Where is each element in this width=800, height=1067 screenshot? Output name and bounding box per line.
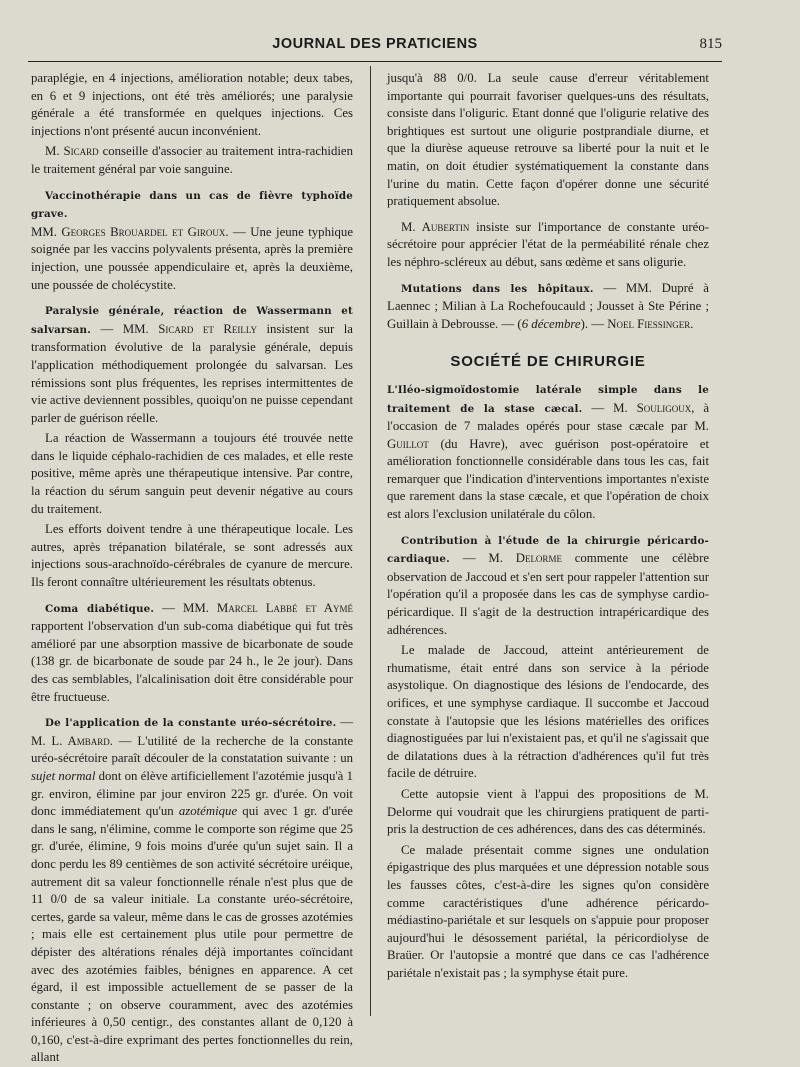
left-column [31,70,354,1065]
article-authors: — MM. Marcel Labbé et Aymé [154,600,353,615]
article-authors: — MM. Sicard et Reilly [91,321,257,336]
article-text: à l'occasion de 7 malades opérés pour stase cæcale par M. [387,400,710,434]
paragraph: La réaction de Wassermann a toujours été trouvée nette dans le liquide céphalo-rachidien de ces malades, et elle reste positive, même après une thérapeutique intensive. Par contre, la réaction du sérum sanguin peut devenir négative au cours du traitement. [31,431,353,516]
article-text: qui avec 1 gr. d'urée dans le sang, n'élimine, comme le comporte son régime que 25 gr. d'urée, élimine, 9 fois moins d'urée qu'un sujet sain. Il a donc perdu les 89 centièmes de son activité sécrétoire uréique, autrement dit sa valeur fonctionnelle rénale n'est plus que de 11 0/0 de sa valeur initiale. La constante uréo-sécrétoire, certes, garde sa valeur, même dans le cas de grosses azotémies ; mais elle est certainement plus utile pour permettre de dépister des altérations rénales déjà importantes coïncidant avec des azotémies faibles, bénignes en apparence. A cet égard, il est impossible actuellement de se passer de la constante ; on observe couramment, avec des azotémies inférieures à 0,50 centigr., des constantes allant de 0,120 à 0,160, c'est-à-dire exprimant des pertes fonctionnelles du rein, allant [31,804,353,1065]
article-text: — Une jeune typhique soignée par les vaccins polyvalents présenta, après la première injection, une poussée appendiculaire et, après la deuxième, une poussée de cholécystite. [31,224,353,292]
paragraph-text: conseille d'associer au traitement intra-rachidien le traitement général par voie sanguine. [31,144,353,176]
right-column [387,70,709,1020]
article-constante [31,714,353,1067]
article-text: rapportent l'observation d'un sub-coma diabétique qui fut très amélioré par une absorption massive de bicarbonate de soude (138 gr. de bicarbonate de soude par 24 h., le 2e jour). Dans des cas semblables, l'alcalinisation doit être considérable pour être fructueuse. [31,619,353,704]
author-name: M. Sicard [45,144,99,159]
article-heading: Mutations dans les hôpitaux. [401,282,594,295]
article-heading: Paralysie générale, réaction de Wassermann et salvarsan. [31,305,353,336]
header-rule [28,61,722,62]
article-text: commente une célèbre observation de Jaccoud et s'en sert pour rappeler l'attention sur l'opération qu'il a proposée dans les cas de symphyse cardio-péricardique. Il s'agit de la destruction intrapéricardique des adhérences. [387,551,710,637]
paragraph [31,143,353,178]
article-coma [31,600,353,707]
author-name: Guillot [387,436,429,451]
column-divider [370,66,371,1016]
journal-title: JOURNAL DES PRATICIENS [272,36,478,52]
paragraph-text: insiste sur l'importance de constante uréo-sécrétoire pour apprécier l'état de la perméabilité rénale chez les néphro-scléreux au début, sans œdème et sans oligurie. [387,219,709,269]
italic-term: azotémique [178,804,238,819]
article-heading: Coma diabétique. [45,602,155,615]
article-date: 6 décembre [521,316,581,331]
article-vaccinotherapie [31,187,353,295]
section-title: SOCIÉTÉ DE CHIRURGIE [450,353,646,371]
article-signature: Noel Fiessinger. [607,316,694,331]
article-ileo-sigmoidostomie [387,381,709,524]
article-heading: De l'application de la constante uréo-sécrétoire. [45,717,337,730]
running-header [28,36,722,56]
article-heading: Contribution à l'étude de la chirurgie péricardo-cardiaque. [387,534,709,566]
article-authors: MM. Georges Brouardel et Giroux. [31,224,229,239]
paragraph [387,219,709,272]
paragraph: Ce malade présentait comme signes une ondulation épigastrique des plus marquées et une dépression notable sous les fausses côtes, c'est-à-dire les signes qu'on considère comme caractéristiques d'une adhérence péricardo-médiastino-pariétale et sur lesquels on s'appuie pour proposer aujourd'hui le désossement pariétal, la péricordiolyse de Braüer. Or l'autopsie a montré que dans ce cas l'adhérence pariétale n'existait pas ; la symphyse était pure. [387,842,709,980]
article-text: (du Havre), avec guérison post-opératoire et amélioration fonctionnelle considérable dans tous les cas, fait remarquer que l'indication d'interventions importantes n'existe que rarement dans la stase cæcale, et que l'opération de choix est alors l'exclusion unilatérale du côlon. [387,436,709,522]
article-pericardo [387,532,709,640]
article-text: dont on élève artificiellement l'azotémie jusqu'à 1 gr. environ, élimine par jour environ 225 gr. d'urée. On voit donc immédiatement qu'un [31,768,353,819]
article-authors: — M. Souligoux, [582,400,695,415]
italic-term: sujet normal [31,768,96,783]
article-heading: Vaccinothérapie dans un cas de fièvre typhoïde grave. [31,189,353,221]
article-authors: — M. Delorme [449,551,562,566]
article-mutations [387,280,709,334]
paragraph: jusqu'à 88 0/0. La seule cause d'erreur véritablement importante qui pourrait favoriser quelques-uns des résultats, consiste dans l'oliguric. Etant donné que l'oligurie relative des brightiques est surtout une oligurie postprandiale diurne, et que la diurèse aqueuse retrouve sa liberté pour la nuit et le matin, on doit étudier systématiquement la constante dans l'urine du matin. Cette façon d'opérer donne une sécurité pratiquement absolue. [387,71,709,209]
author-name: M. Aubertin [401,219,470,234]
article-text: insistent sur la transformation évolutive de la paralysie générale, depuis l'application méthodiquement prolongée du salvarsan. Les rémissions sont plus fréquentes, les reprises intermittentes de vie active deviennent possibles, quoiqu'on ne puisse cependant parler de guérison réelle. [31,321,353,425]
page-number: 815 [699,36,722,52]
paragraph: Cette autopsie vient à l'appui des propositions de M. Delorme qui voudrait que les chirurgiens pratiquent de parti-pris la destruction de ces adhérences, dans des cas déterminés. [387,786,709,837]
article-authors: — M. L. Ambard. [31,715,354,748]
article-text: ). — [580,316,608,331]
paragraph: paraplégie, en 4 injections, amélioration notable; deux tabes, en 6 et 9 injections, ont été très améliorés; une paralysie générale a été transformée en quelques injections. Ces injections n'ont présenté aucun inconvénient. [31,71,353,138]
article-text: — MM. Dupré à Laennec ; Milian à La Rochefoucauld ; Jousset à Ste Périne ; Guillain à Debrousse. — ( [387,280,709,331]
paragraph: Les efforts doivent tendre à une thérapeutique locale. Les autres, après trépanation bilatérale, se sont adressés aux injections sous-arachnoïdo-cérébrales de cyanure de mercure. Ils feront connaître ultérieurement les résultats obtenus. [31,522,353,590]
article-heading: L'Iléo-sigmoïdostomie latérale simple dans le traitement de la stase cæcal. [387,383,709,415]
paragraph: Le malade de Jaccoud, atteint antérieurement de rhumatisme, était entré dans son service à la période asystolique. On diagnostique des lésions de l'endocarde, des orifices, et une symphyse cardiaque. Il succombe et Jaccoud constate à l'autopsie que les lésions matérielles des orifices diagnostiguées par lui n'existaient pas, et qu'il ne s'agissait que de dilatations dues à la rétraction d'adhérences qu'il fut très facile de détruire. [387,643,709,781]
article-paralysie [31,302,353,427]
article-text: — L'utilité de la recherche de la constante uréo-sécrétoire paraît découler de la constatation suivante : un [31,733,353,766]
